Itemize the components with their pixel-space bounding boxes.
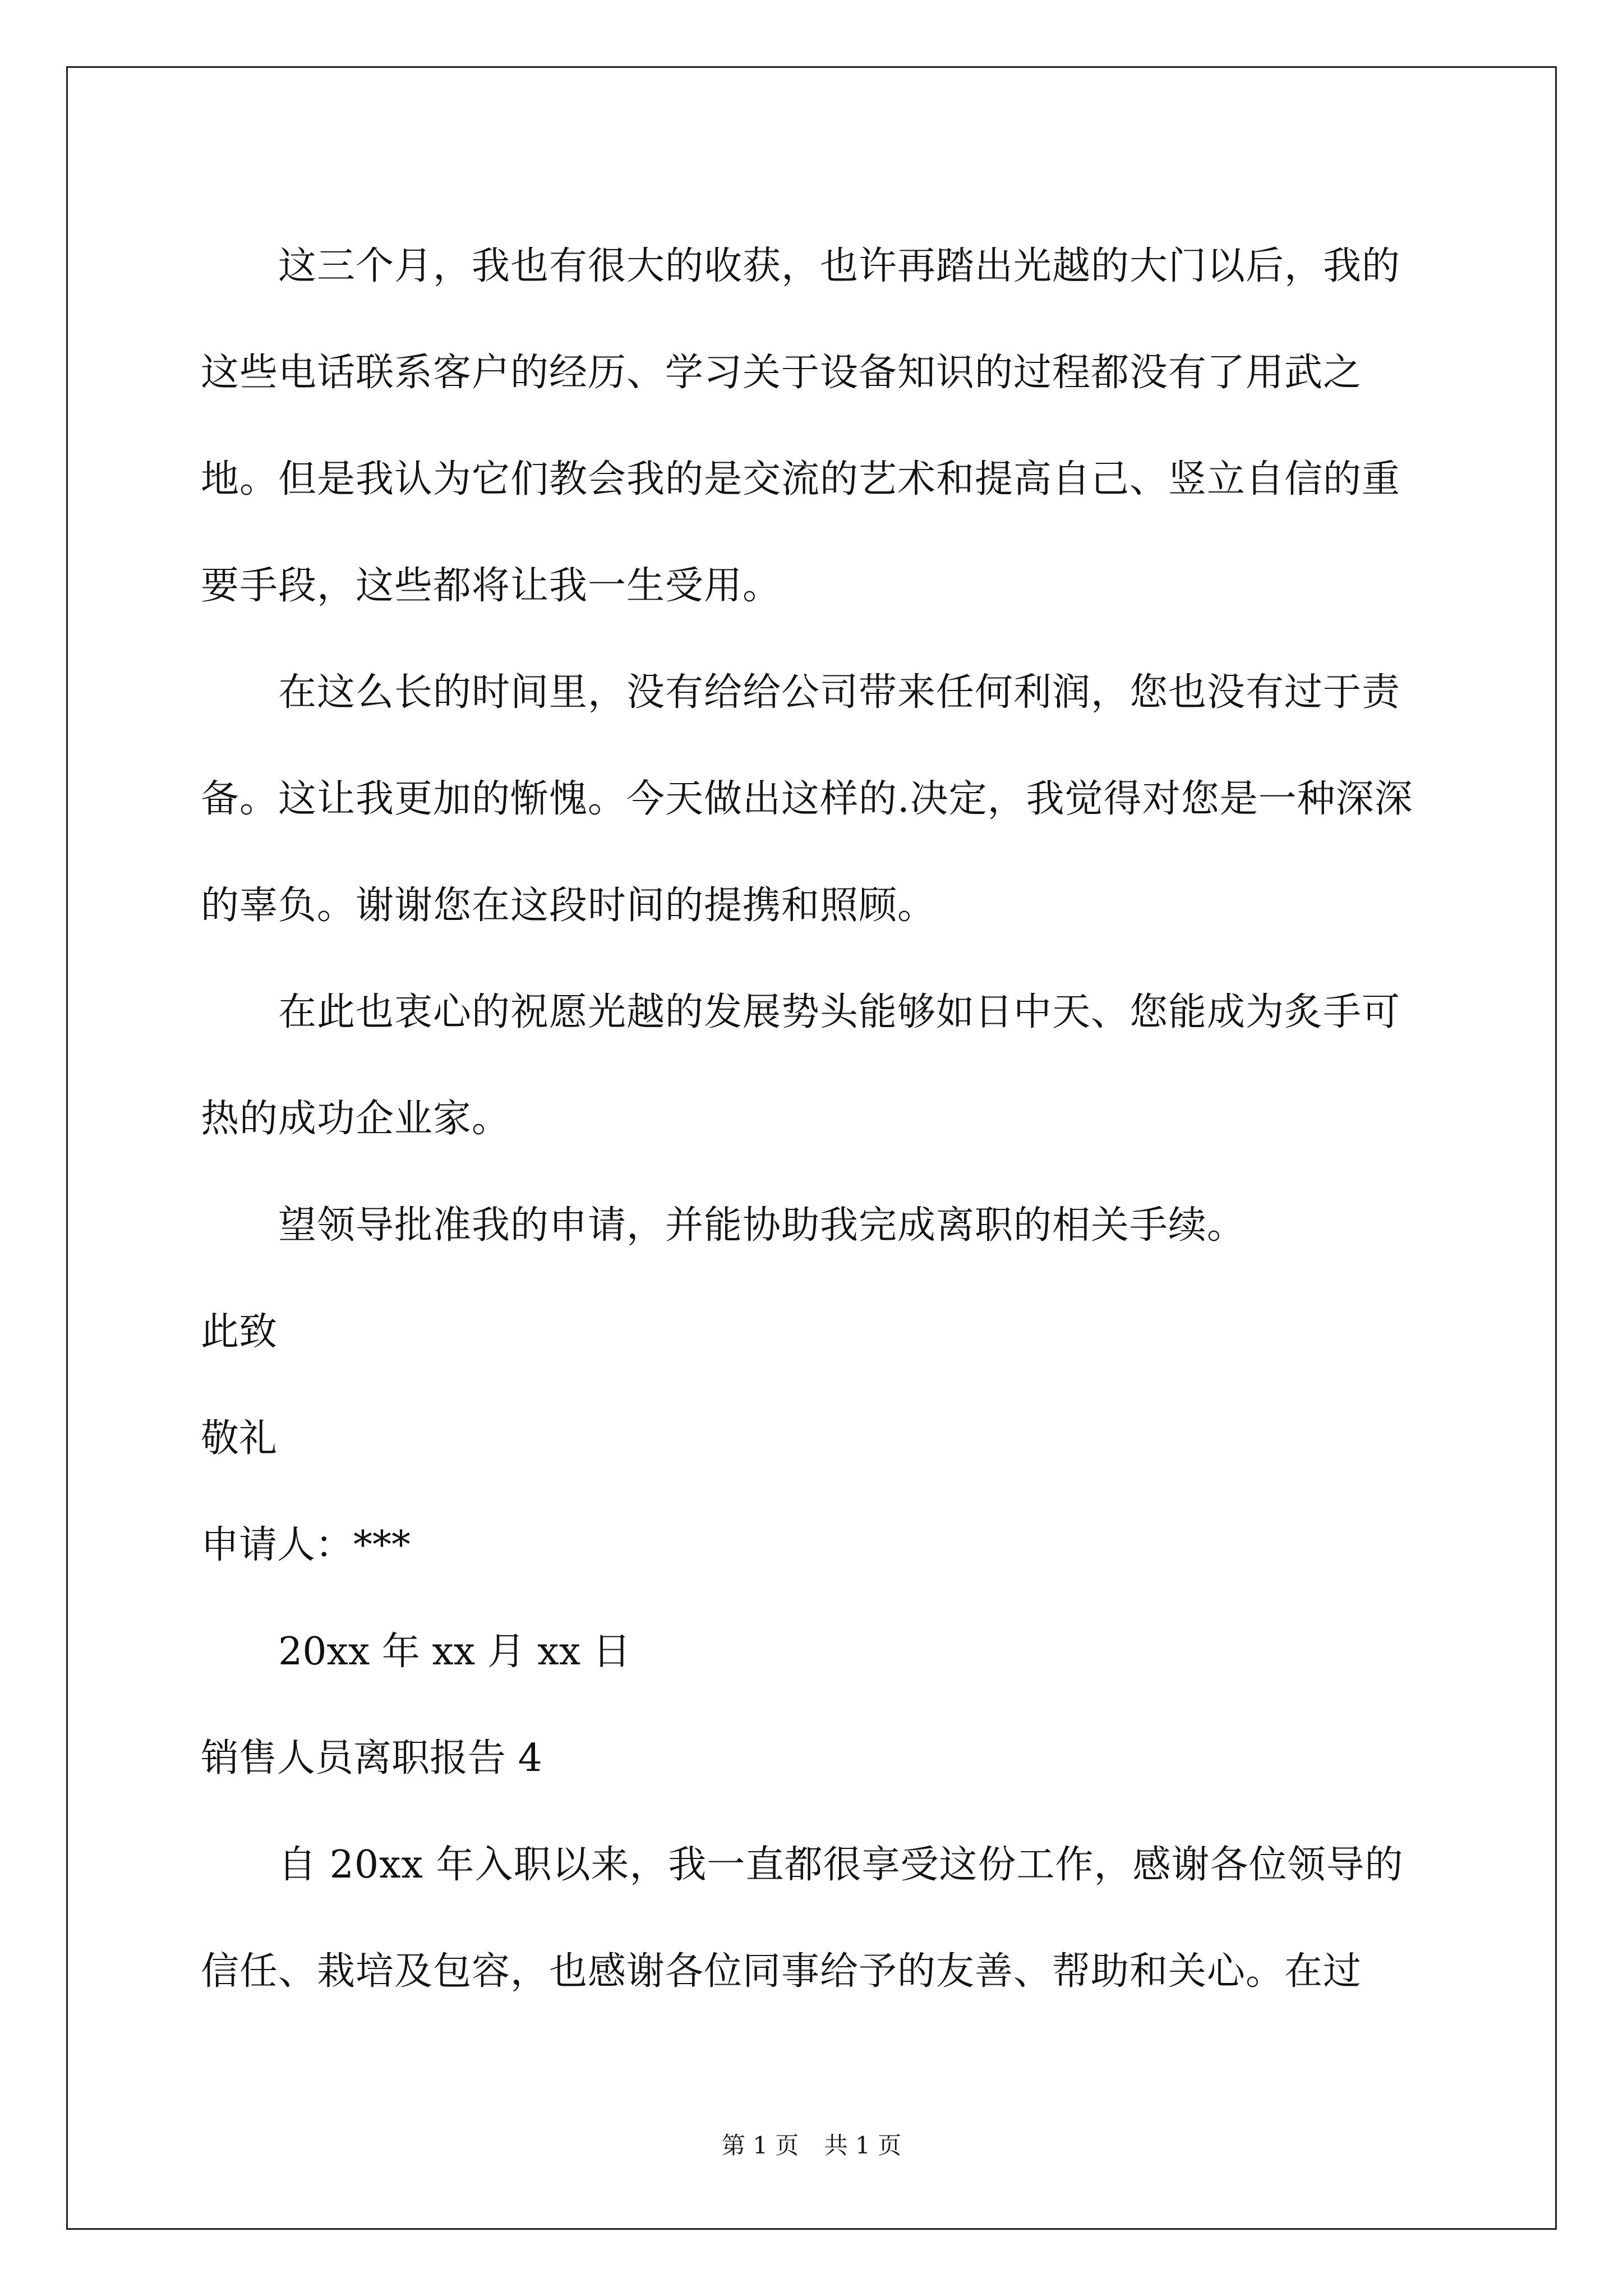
paragraph-apology: 在这么长的时间里，没有给给公司带来任何利润，您也没有过于责备。这让我更加的惭愧。今天做出这样的.决定，我觉得对您是一种深深的辜负。谢谢您在这段时间的提携和照顾。	[201, 670, 1413, 928]
page-number: 第 1 页	[721, 2132, 799, 2159]
paragraph-section-intro: 自 20xx 年入职以来，我一直都很享受这份工作，感谢各位领导的信任、栽培及包容，也感谢各位同事给予的友善、帮助和关心。在过	[201, 1843, 1404, 1994]
letter-date: 20xx 年 xx 月 xx 日	[278, 1630, 631, 1674]
salutation-cizhi: 此致	[201, 1310, 278, 1354]
document-body	[201, 213, 1435, 2025]
salutation-jingli: 敬礼	[201, 1416, 278, 1461]
page-footer	[0, 2129, 1623, 2162]
applicant-signature: 申请人：***	[201, 1523, 411, 1567]
section-title: 销售人员离职报告 4	[201, 1736, 542, 1780]
paragraph-wishes: 在此也衷心的祝愿光越的发展势头能够如日中天、您能成为炙手可热的成功企业家。	[201, 990, 1401, 1141]
paragraph-request: 望领导批准我的申请，并能协助我完成离职的相关手续。	[278, 1203, 1246, 1248]
page-total: 共 1 页	[824, 2132, 902, 2159]
paragraph-gains: 这三个月，我也有很大的收获，也许再踏出光越的大门以后，我的这些电话联系客户的经历、学习关于设备知识的过程都没有了用武之地。但是我认为它们教会我的是交流的艺术和提高自己、竖立自信的重要手段，这些都将让我一生受用。	[201, 244, 1401, 608]
